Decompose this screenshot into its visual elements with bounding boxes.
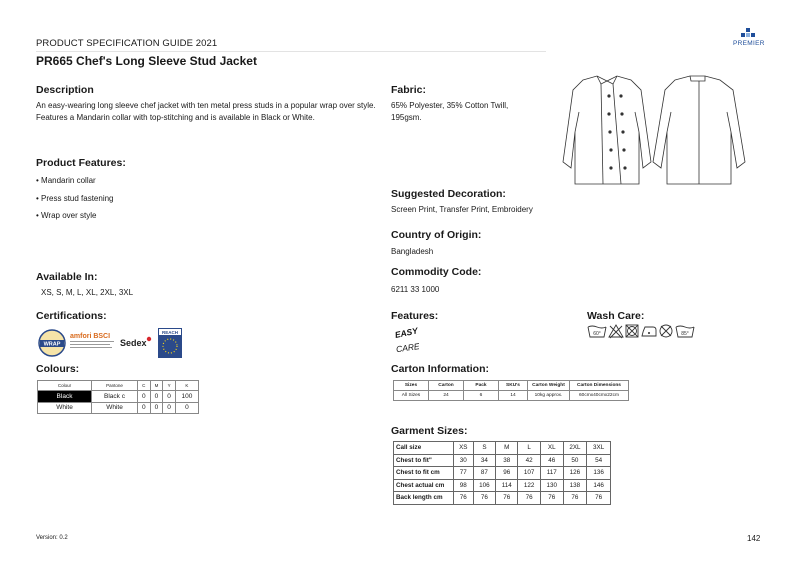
table-cell: 87: [473, 467, 496, 480]
table-cell: 96: [496, 467, 518, 480]
description-text: An easy-wearing long sleeve chef jacket with ten metal press studs in a popular wrap over style. Features a Mandarin collar with top-stitching and is available in Black or White.: [36, 101, 376, 122]
table-header-cell: Call size: [394, 442, 454, 455]
table-cell: 106: [473, 479, 496, 492]
table-cell: 0: [138, 402, 151, 414]
commodity-code-text: 6211 33 1000: [391, 285, 440, 294]
table-header-cell: Carton Weight: [528, 381, 570, 391]
description-heading: Description: [36, 84, 94, 96]
no-bleach-icon: [609, 325, 623, 338]
garment-sizes-table: [393, 441, 611, 505]
feature-item: • Wrap over style: [36, 211, 97, 220]
table-header-cell: Y: [163, 381, 176, 391]
logo-text: PREMIER: [733, 40, 765, 47]
wash-temp-60: 60°: [593, 331, 601, 337]
table-header-row: [394, 442, 611, 455]
easy-care-line1: EASY: [393, 325, 419, 340]
table-row: [394, 492, 611, 505]
table-cell: 76: [563, 492, 587, 505]
wash-temp-85: 85°: [681, 331, 689, 337]
table-cell: 46: [540, 454, 563, 467]
table-cell: White: [92, 402, 138, 414]
table-cell: 14: [499, 391, 528, 401]
table-row: [394, 454, 611, 467]
table-cell: 76: [473, 492, 496, 505]
table-cell: 130: [540, 479, 563, 492]
carton-information-heading: Carton Information:: [391, 363, 489, 375]
table-row: [38, 402, 199, 414]
commodity-code-heading: Commodity Code:: [391, 266, 482, 278]
table-header-cell: K: [175, 381, 198, 391]
fabric-heading: Fabric:: [391, 84, 427, 96]
table-header-cell: C: [138, 381, 151, 391]
wrap-logo: [39, 330, 65, 356]
available-sizes: XS, S, M, L, XL, 2XL, 3XL: [41, 288, 134, 297]
table-header-cell: L: [518, 442, 541, 455]
available-in-heading: Available In:: [36, 271, 98, 283]
table-cell: 42: [518, 454, 541, 467]
table-cell: 34: [473, 454, 496, 467]
sedex-logo-text: Sedex: [120, 338, 147, 348]
table-row: [394, 467, 611, 480]
table-row: [394, 479, 611, 492]
colours-table: [37, 380, 199, 414]
version-label: Version: 0.2: [36, 535, 68, 541]
jacket-illustration: [545, 72, 767, 188]
table-cell: 30: [454, 454, 474, 467]
iron-icon: [642, 327, 656, 336]
table-cell: 76: [454, 492, 474, 505]
table-cell: 146: [587, 479, 611, 492]
table-header-cell: S: [473, 442, 496, 455]
table-cell: Chest to fit": [394, 454, 454, 467]
fabric-text: 65% Polyester, 35% Cotton Twill, 195gsm.: [391, 101, 509, 122]
wash-care-icons: [587, 323, 717, 339]
table-cell: 76: [496, 492, 518, 505]
wrap-logo-text: WRAP: [43, 341, 61, 348]
table-cell: 0: [175, 402, 198, 414]
easy-care-badge: [393, 324, 419, 354]
table-cell: 6: [464, 391, 499, 401]
table-cell: 100: [175, 391, 198, 403]
table-cell: 54: [587, 454, 611, 467]
table-header-cell: Carton: [429, 381, 464, 391]
table-cell: 0: [138, 391, 151, 403]
table-cell: 117: [540, 467, 563, 480]
table-cell: 76: [540, 492, 563, 505]
table-row: [38, 391, 199, 403]
table-header-cell: XS: [454, 442, 474, 455]
table-cell: 114: [496, 479, 518, 492]
certification-logos: [36, 327, 196, 359]
wash-care-heading: Wash Care:: [587, 310, 645, 322]
premier-logo: [732, 28, 772, 50]
table-cell: Chest actual cm: [394, 479, 454, 492]
table-cell: 0: [150, 391, 163, 403]
table-cell: 107: [518, 467, 541, 480]
feature-item: • Press stud fastening: [36, 194, 114, 203]
table-cell: 138: [563, 479, 587, 492]
tumble-dry-icon: [626, 325, 638, 337]
table-cell: 0: [163, 391, 176, 403]
table-header-cell: Sizes: [394, 381, 429, 391]
no-dry-clean-icon: [660, 325, 672, 337]
table-cell: 60cmx40cmx22cm: [570, 391, 629, 401]
table-header-cell: 3XL: [587, 442, 611, 455]
table-cell: 122: [518, 479, 541, 492]
header-divider: [36, 51, 546, 52]
table-header-cell: XL: [540, 442, 563, 455]
certifications-heading: Certifications:: [36, 310, 107, 322]
features-heading: Features:: [391, 310, 439, 322]
country-of-origin-text: Bangladesh: [391, 247, 434, 256]
table-cell: Chest to fit cm: [394, 467, 454, 480]
country-of-origin-heading: Country of Origin:: [391, 229, 482, 241]
table-cell: 76: [518, 492, 541, 505]
table-cell: 126: [563, 467, 587, 480]
suggested-decoration-heading: Suggested Decoration:: [391, 188, 506, 200]
wash-60-icon: [588, 326, 606, 337]
reach-logo-text: REACH: [161, 330, 179, 335]
product-title: PR665 Chef's Long Sleeve Stud Jacket: [36, 54, 257, 68]
table-cell: White: [38, 402, 92, 414]
table-cell: 98: [454, 479, 474, 492]
page-number: 142: [747, 534, 761, 543]
wash-85-icon: [676, 326, 694, 337]
table-cell: 10kg approx.: [528, 391, 570, 401]
sedex-logo: [120, 337, 151, 348]
table-header-cell: Carton Dimensions: [570, 381, 629, 391]
carton-table: [393, 380, 629, 401]
table-cell: 38: [496, 454, 518, 467]
table-cell: 50: [563, 454, 587, 467]
table-cell: 0: [150, 402, 163, 414]
table-header-cell: M: [150, 381, 163, 391]
table-cell: Black: [38, 391, 92, 403]
table-header-cell: Colour: [38, 381, 92, 391]
table-cell: Black c: [92, 391, 138, 403]
table-header-cell: Pack: [464, 381, 499, 391]
jacket-back-view: [653, 76, 745, 184]
table-header-cell: Pantone: [92, 381, 138, 391]
suggested-decoration-text: Screen Print, Transfer Print, Embroidery: [391, 205, 533, 214]
amfori-logo-text: amfori BSCI: [70, 333, 111, 340]
table-header-cell: 2XL: [563, 442, 587, 455]
product-features-heading: Product Features:: [36, 157, 126, 169]
table-cell: 24: [429, 391, 464, 401]
jacket-front-view: [563, 76, 651, 184]
table-header-cell: M: [496, 442, 518, 455]
table-cell: 76: [587, 492, 611, 505]
reach-logo: [158, 328, 182, 358]
feature-item: • Mandarin collar: [36, 176, 96, 185]
table-header-cell: SKU's: [499, 381, 528, 391]
table-cell: Back length cm: [394, 492, 454, 505]
garment-sizes-heading: Garment Sizes:: [391, 425, 468, 437]
colours-heading: Colours:: [36, 363, 80, 375]
table-cell: 0: [163, 402, 176, 414]
easy-care-line2: CARE: [395, 341, 419, 354]
table-cell: All Sizes: [394, 391, 429, 401]
guide-title: PRODUCT SPECIFICATION GUIDE 2021: [36, 38, 218, 49]
table-row: [394, 391, 629, 401]
table-cell: 136: [587, 467, 611, 480]
table-cell: 77: [454, 467, 474, 480]
amfori-logo: [70, 333, 114, 348]
